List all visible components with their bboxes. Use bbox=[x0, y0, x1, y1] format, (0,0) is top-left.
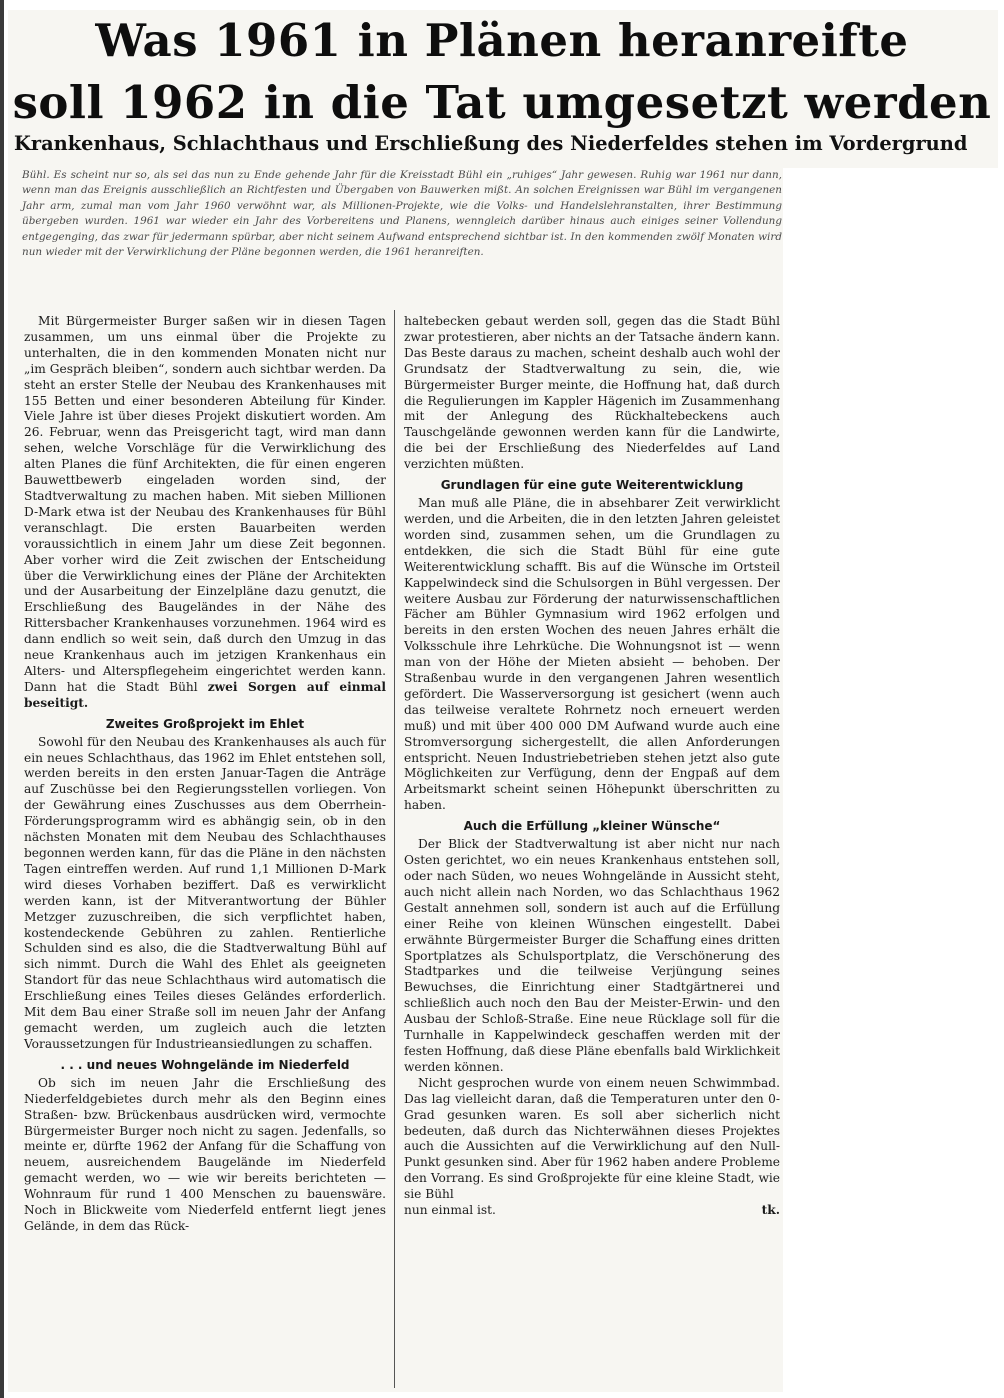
headline-line-2: soll 1962 in die Tat umgesetzt werden bbox=[12, 76, 992, 129]
lead-paragraph: Bühl. Es scheint nur so, als sei das nun zu Ende gehende Jahr für die Kreisstadt Bühl ein „ruhiges“ Jahr gewesen. Ruhig war 1961 nur dann, wenn man das Ereignis ausschließlich an Richtfesten und Übergaben von Bauwerken mißt. An solchen Ereignissen war Bühl im vergangenen Jahr arm, zumal man vom Jahr 1960 verwöhnt war, als Millionen-Projekte, wie die Volks- und Handelslehranstalten, ihrer Bestimmung übergeben wurden. 1961 war wieder ein Jahr des Vorbereitens und Planens, wenngleich darüber hinaus auch einiges seiner Vollendung entgegenging, das zwar für jedermann spürbar, aber nicht seinem Aufwand entsprechend sichtbar ist. In den kommenden zwölf Monaten wird nun wieder mit der Verwirklichung der Pläne begonnen werden, die 1961 heranreiften. bbox=[22, 169, 782, 259]
section-heading: Auch die Erfüllung „kleiner Wünsche“ bbox=[463, 819, 721, 834]
body-paragraph: haltebecken gebaut werden soll, gegen das die Stadt Bühl zwar protestieren, aber nichts an der Tatsache ändern kann. Das Beste daraus zu machen, scheint deshalb auch wohl der Grundsatz der Stadtverwaltung zu sein, die, wie Bürgermeister Burger meinte, die Hoffnung hat, daß durch die Regulierungen im Kappler Hägenich im Zusammenhang mit der Anlegung des Rückhaltebeckens auch Tauschgelände gewonnen werden kann für die Landwirte, die bei der Erschließung des Niederfeldes auf Land verzichten müßten. bbox=[404, 314, 780, 472]
body-paragraph: Sowohl für den Neubau des Krankenhauses als auch für ein neues Schlachthaus, das 1962 im Ehlet entstehen soll, werden bereits in den ersten Januar-Tagen die Anträge auf Zuschüsse bei den Regierungsstellen vorliegen. Von der Gewährung eines Zuschusses aus dem Oberrhein-Förderungsprogramm wird es abhängig sein, ob in den nächsten Monaten mit dem Neubau des Schlachthauses begonnen werden kann, für das die Pläne in den nächsten Tagen eintreffen werden. Auf rund 1,1 Millionen D-Mark wird dieses Vorhaben beziffert. Daß es verwirklicht werden kann, ist der Mitverantwortung der Bühler Metzger zuzuschreiben, die sich verpflichtet haben, kostendeckende Gebühren zu zahlen. Rentierliche Schulden sind es also, die die Stadtverwaltung Bühl auf sich nimmt. Durch die Wahl des Ehlet als geeigneten Standort für das neue Schlachthaus wird automatisch die Erschließung eines Teiles dieses Geländes erforderlich. Mit dem Bau einer Straße soll im neuen Jahr der Anfang gemacht werden, um zugleich auch die letzten Voraussetzungen für Industrieansiedlungen zu schaffen. bbox=[24, 734, 386, 1051]
subheadline: Krankenhaus, Schlachthaus und Erschließung des Niederfeldes stehen im Vordergrund bbox=[14, 132, 968, 155]
section-heading: Grundlagen für eine gute Weiterentwicklung bbox=[440, 478, 744, 493]
column-divider bbox=[394, 310, 395, 1388]
body-text: Mit Bürgermeister Burger saßen wir in diesen Tagen zusammen, um uns einmal über die Projekte zu unterhalten, die in den kommenden Monaten nicht nur „im Gespräch bleiben“, sondern auch sichtbar werden. Da steht an erster Stelle der Neubau des Krankenhauses mit 155 Betten und einer besonderen Abteilung für Kinder. Viele Jahre ist über dieses Projekt diskutiert worden. Am 26. Februar, wenn das Preisgericht tagt, wird man dann sehen, welche Vorschläge für die Verwirklichung des alten Planes die fünf Architekten, die für einen engeren Bauwettbewerb eingeladen worden sind, der Stadtverwaltung zu machen haben. Mit sieben Millionen D-Mark etwa ist der Neubau des Krankenhauses für Bühl veranschlagt. Die ersten Bauarbeiten werden voraussichtlich in einem Jahr um diese Zeit begonnen. Aber vorher wird die Zeit zwischen der Entscheidung über die Verwirklichung eines der Pläne der Architekten und der Ausarbeitung der Einzelpläne dazu genutzt, die Erschließung des Baugeländes in der Nähe des Rittersbacher Krankenhauses vorzunehmen. 1964 wird es dann endlich so weit sein, daß durch den Umzug in das neue Krankenhaus auch im jetzigen Krankenhaus ein Alters- und Alterspflegeheim eingerichtet werden kann. Dann hat die Stadt Bühl bbox=[24, 314, 386, 694]
section-heading: . . . und neues Wohngelände im Niederfeld bbox=[60, 1057, 350, 1072]
headline-line-1: Was 1961 in Plänen heranreifte bbox=[95, 14, 909, 67]
body-paragraph: Der Blick der Stadtverwaltung ist aber nicht nur nach Osten gerichtet, wo ein neues Krankenhaus entstehen soll, oder nach Süden, wo neues Wohngelände in Aussicht steht, auch nicht allein nach Norden, wo das Schlachthaus 1962 Gestalt annehmen soll, sondern ist auch auf die Erfüllung einer Reihe von kleinen Wünschen eingestellt. Dabei erwähnte Bürgermeister Burger die Schaffung eines dritten Sportplatzes als Schulsportplatz, die Verschönerung des Stadtparkes und die teilweise Verjüngung seines Bewuchses, die Einrichtung einer Stadtgärtnerei und schließlich auch noch den Bau der Meister-Erwin- und den Ausbau der Schloß-Straße. Eine neue Rücklage soll für die Turnhalle in Kappelwindeck geschaffen werden mit der festen Hoffnung, daß diese Pläne ebenfalls bald Wirklichkeit werden können. bbox=[404, 837, 780, 1074]
body-paragraph bbox=[24, 314, 386, 712]
column-right bbox=[404, 314, 780, 1219]
column-left bbox=[24, 314, 386, 1235]
author-signature: tk. bbox=[761, 1203, 780, 1218]
body-paragraph: Nicht gesprochen wurde von einem neuen Schwimmbad. Das lag vielleicht daran, daß die Temperaturen unter den 0-Grad gesunken waren. Es soll aber sicherlich nicht bedeuten, daß durch das Nichterwähnen dieses Projektes auch die Aussichten auf die Verwirklichung auf den Null-Punkt gesunken sind. Aber für 1962 haben andere Probleme den Vorrang. Es sind Großprojekte für eine kleine Stadt, wie sie Bühl bbox=[404, 1075, 780, 1202]
closing-line bbox=[404, 1203, 780, 1219]
body-paragraph: Ob sich im neuen Jahr die Erschließung des Niederfeldgebietes durch mehr als den Beginn eines Straßen- bzw. Brückenbaus ausdrücken wird, vermochte Bürgermeister Burger noch nicht zu sagen. Jedenfalls, so meinte er, dürfte 1962 der Anfang für die Schaffung von neuem, ausreichendem Baugelände im Niederfeld gemacht werden, wo — wie wir bereits berichteten — Wohnraum für rund 1 400 Menschen zu bauenswäre. Noch in Blickweite vom Niederfeld entfernt liegt jenes Gelände, in dem das Rück- bbox=[24, 1075, 386, 1233]
section-heading: Zweites Großprojekt im Ehlet bbox=[105, 716, 305, 731]
scan-edge bbox=[0, 0, 4, 1398]
body-text: nun einmal ist. bbox=[404, 1203, 496, 1218]
body-paragraph: Man muß alle Pläne, die in absehbarer Zeit verwirklicht werden, und die Arbeiten, die in den letzten Jahren geleistet worden sind, zusammen sehen, um die Grundlagen zu entdekken, die sich die Stadt Bühl für eine gute Weiterentwicklung schafft. Bis auf die Wünsche im Ortsteil Kappelwindeck sind die Schulsorgen in Bühl vergessen. Der weitere Ausbau zur Förderung der naturwissenschaftlichen Fächer am Bühler Gymnasium wird 1962 erfolgen und bereits in den ersten Wochen des neuen Jahres erhält die Volksschule ihre Lehrküche. Die Wohnungsnot ist — wenn man von der Höhe der Mieten absieht — behoben. Der Straßenbau wurde in den vergangenen Jahren wesentlich gefördert. Die Wasserversorgung ist gesichert (wenn auch das teilweise veraltete Rohrnetz noch erneuert werden muß) und mit über 400 000 DM Aufwand wurde auch eine Stromversorgung sichergestellt, die allen Anforderungen entspricht. Neuen Industriebetrieben stehen jetzt also gute Möglichkeiten zur Verfügung, denn der Engpaß auf dem Arbeitsmarkt scheint seinen Höhepunkt überschritten zu haben. bbox=[404, 496, 780, 813]
blank-margin bbox=[783, 168, 1004, 1398]
body-text-bold: zwei Sorgen auf einmal beseitigt. bbox=[24, 679, 386, 710]
